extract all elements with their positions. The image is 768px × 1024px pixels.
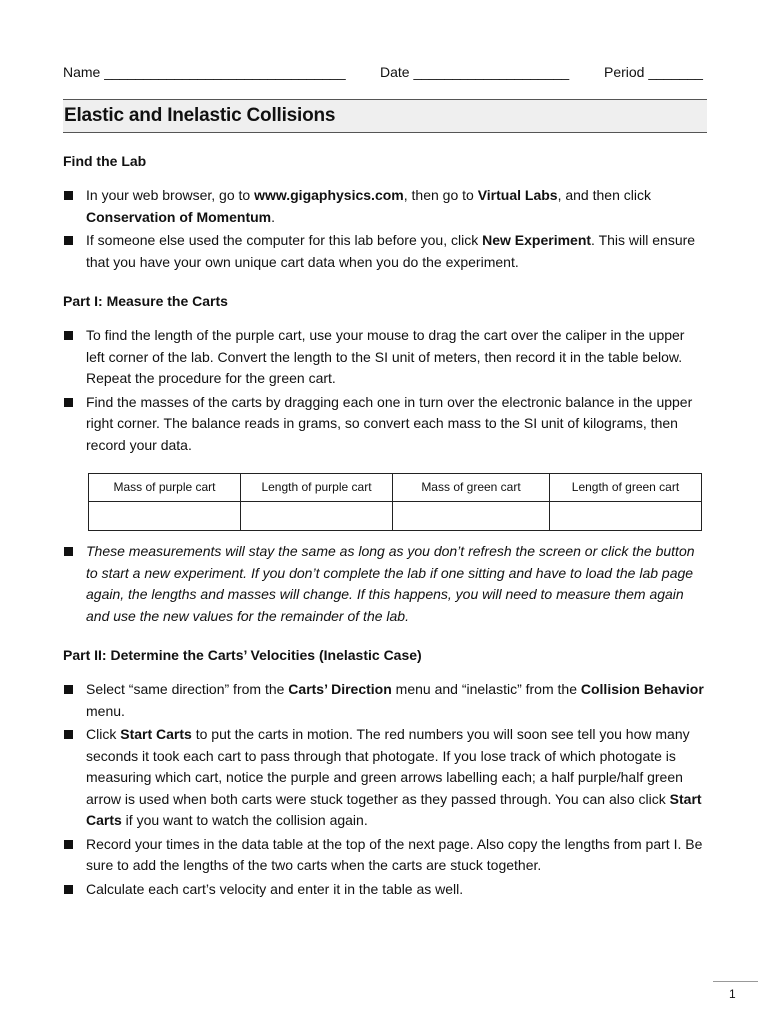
- new-experiment-label: New Experiment: [482, 232, 592, 248]
- square-bullet-icon: [64, 191, 73, 200]
- part2-list: [63, 679, 707, 900]
- virtual-labs-label: Virtual Labs: [477, 187, 558, 203]
- collision-behavior-menu-label: Collision Behavior: [580, 681, 704, 697]
- name-field: Name _______________________________: [63, 64, 346, 80]
- square-bullet-icon: [64, 398, 73, 407]
- table-cell[interactable]: [89, 502, 241, 531]
- table-cell[interactable]: [241, 502, 393, 531]
- list-item: Calculate each cart’s velocity and enter it in the table as well.: [63, 879, 707, 901]
- square-bullet-icon: [64, 547, 73, 556]
- part1-heading: Part I: Measure the Carts: [63, 293, 228, 309]
- start-carts-label: Start Carts: [120, 726, 192, 742]
- date-field: Date ____________________: [380, 64, 570, 80]
- find-lab-heading: Find the Lab: [63, 153, 147, 169]
- table-cell[interactable]: [550, 502, 702, 531]
- part1-list: [63, 325, 707, 456]
- list-item: To find the length of the purple cart, use your mouse to drag the cart over the caliper in the upper left corner of the lab. Convert the length to the SI unit of meters, then record it in the table below. Repeat the procedure for the green cart.: [63, 325, 707, 390]
- list-item: Click Start Carts to put the carts in motion. The red numbers you will soon see tell you how many seconds it took each cart to pass through that photogate. If you lose track of which photogate is measuring which cart, notice the purple and green arrows labelling each; a half purple/half green arrow is used when both carts were stuck together as they passed through. You can also click Start Carts if you want to watch the collision again.: [63, 724, 707, 832]
- column-header: Length of purple cart: [241, 474, 393, 502]
- column-header: Mass of green cart: [393, 474, 550, 502]
- list-item: Find the masses of the carts by dragging each one in turn over the electronic balance in the upper right corner. The balance reads in grams, so convert each mass to the SI unit of kilograms, then record your data.: [63, 392, 707, 457]
- page-number-rule: [713, 981, 758, 982]
- page-title: Elastic and Inelastic Collisions: [64, 105, 336, 126]
- title-bar: [63, 99, 707, 133]
- list-item: Select “same direction” from the Carts’ Direction menu and “inelastic” from the Collision Behavior menu.: [63, 679, 707, 722]
- square-bullet-icon: [64, 685, 73, 694]
- list-item: If someone else used the computer for this lab before you, click New Experiment. This will ensure that you have your own unique cart data when you do the experiment.: [63, 230, 707, 273]
- column-header: Mass of purple cart: [89, 474, 241, 502]
- student-info-line: [63, 62, 707, 86]
- period-field: Period _______: [604, 64, 703, 80]
- table-header-row: [89, 474, 702, 502]
- page-number: 1: [729, 987, 736, 1001]
- square-bullet-icon: [64, 331, 73, 340]
- worksheet-content: [63, 150, 707, 900]
- website-link: www.gigaphysics.com: [254, 187, 404, 203]
- part1-note-list: [63, 541, 707, 627]
- list-item: These measurements will stay the same as long as you don’t refresh the screen or click the button to start a new experiment. If you don’t complete the lab if one sitting and have to load the lab page again, the lengths and masses will change. If this happens, you will need to measure them again and use the new values for the remainder of the lab.: [63, 541, 707, 627]
- find-lab-list: [63, 185, 707, 273]
- carts-direction-menu-label: Carts’ Direction: [288, 681, 392, 697]
- square-bullet-icon: [64, 236, 73, 245]
- table-row: [89, 502, 702, 531]
- square-bullet-icon: [64, 840, 73, 849]
- table-cell[interactable]: [393, 502, 550, 531]
- part2-heading: Part II: Determine the Carts’ Velocities (Inelastic Case): [63, 647, 422, 663]
- list-item: Record your times in the data table at the top of the next page. Also copy the lengths from part I. Be sure to add the lengths of the two carts when the carts are stuck together.: [63, 834, 707, 877]
- conservation-momentum-label: Conservation of Momentum: [86, 208, 272, 225]
- square-bullet-icon: [64, 730, 73, 739]
- cart-measurements-table: [88, 473, 702, 531]
- column-header: Length of green cart: [550, 474, 702, 502]
- square-bullet-icon: [64, 885, 73, 894]
- list-item: In your web browser, go to www.gigaphysics.com, then go to Virtual Labs, and then click Conservation of Momentum.: [63, 185, 707, 228]
- start-carts-label: Start Carts: [86, 790, 702, 828]
